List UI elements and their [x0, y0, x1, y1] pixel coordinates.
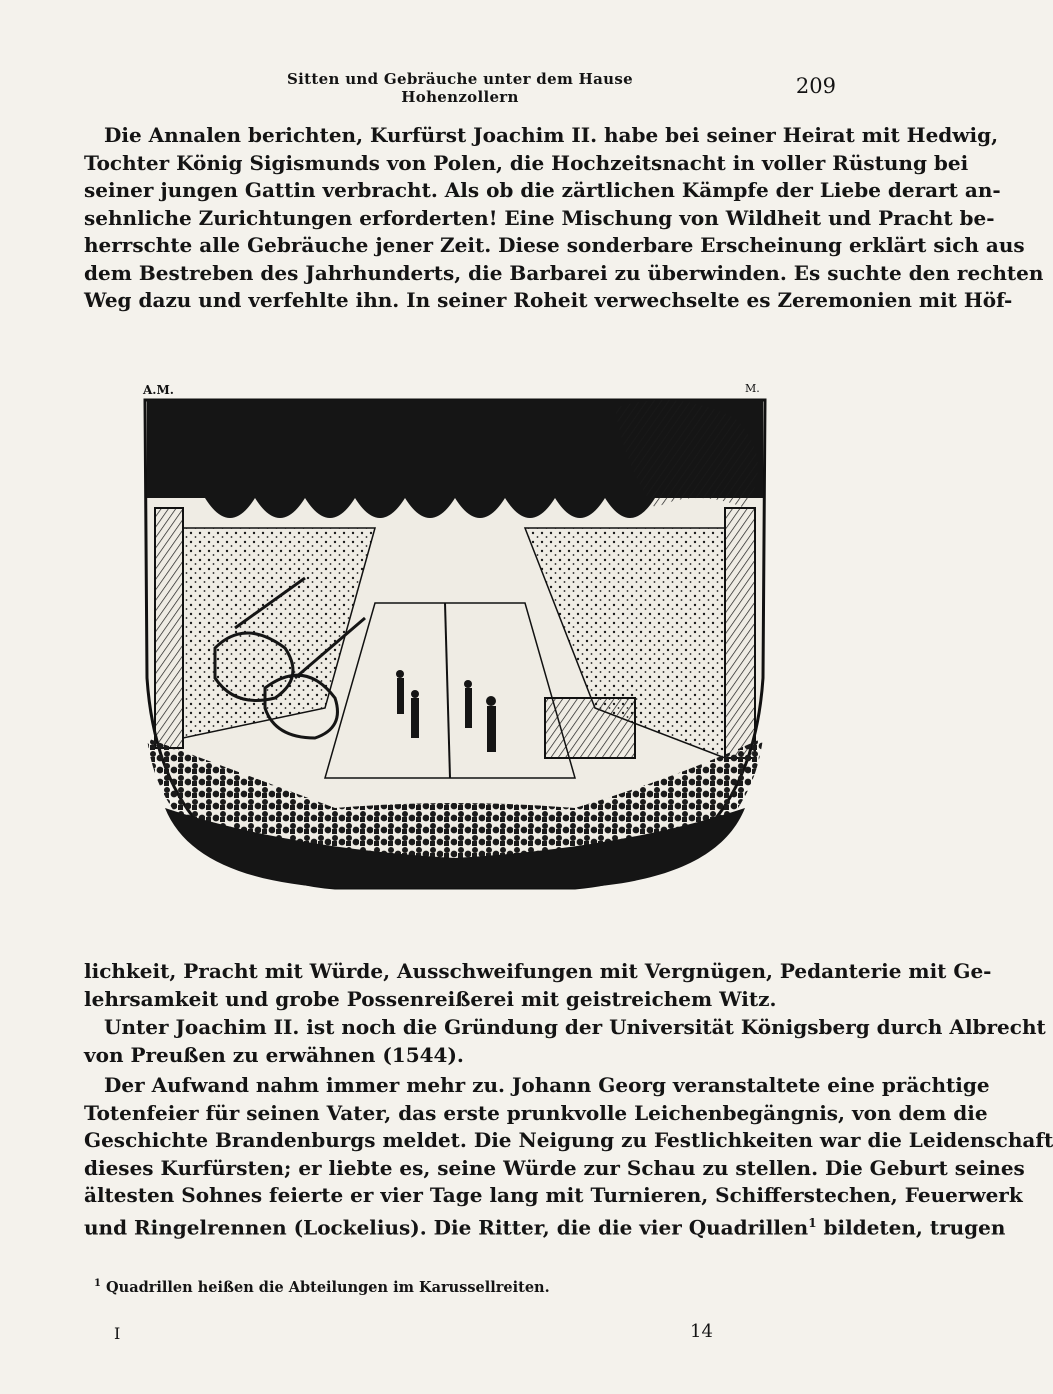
text-line-with-footnote: [84, 1210, 1006, 1240]
text-line: Der Aufwand nahm immer mehr zu. Johann Georg veranstaltete eine prächtige: [104, 1073, 990, 1097]
tournament-illustration: [135, 378, 775, 903]
text-line: Geschichte Brandenburgs meldet. Die Neigung zu Festlichkeiten war die Leidenschaft: [84, 1128, 1053, 1152]
text-line: Weg dazu und verfehlte ihn. In seiner Roheit verwechselte es Zeremonien mit Höf-: [84, 288, 1013, 312]
sheet-number: 14: [690, 1321, 713, 1342]
text-line: von Preußen zu erwähnen (1544).: [84, 1042, 464, 1067]
text-line: lichkeit, Pracht mit Würde, Ausschweifungen mit Vergnügen, Pedanterie mit Ge-: [84, 959, 992, 983]
text-line: lehrsamkeit und grobe Possenreißerei mit geistreichem Witz.: [84, 986, 777, 1011]
text-line: herrschte alle Gebräuche jener Zeit. Diese sonderbare Erscheinung erklärt sich aus: [84, 233, 1025, 257]
paragraph-3: [84, 1014, 1046, 1069]
illustration-signature-right: M.: [745, 382, 760, 395]
text-line: sehnliche Zurichtungen erforderten! Eine Mischung von Wildheit und Pracht be-: [84, 205, 995, 230]
text-line: Totenfeier für seinen Vater, das erste prunkvolle Leichenbegängnis, von dem die: [84, 1100, 988, 1125]
text-line: Unter Joachim II. ist noch die Gründung der Universität Königsberg durch Albrecht: [104, 1015, 1046, 1039]
text-line: Tochter König Sigismunds von Polen, die Hochzeitsnacht in voller Rüstung bei: [84, 150, 969, 175]
signature-mark: I: [114, 1324, 121, 1343]
footnote-reference: 1: [808, 1215, 817, 1230]
paragraph-2: [84, 958, 992, 1013]
paragraph-1: [84, 122, 1044, 315]
text-line: seiner jungen Gattin verbracht. Als ob die zärtlichen Kämpfe der Liebe derart an-: [84, 178, 1001, 202]
text-line: ältesten Sohnes feierte er vier Tage lang mit Turnieren, Schifferstechen, Feuerwerk: [84, 1183, 1023, 1207]
page-number: 209: [795, 74, 836, 98]
illustration-signature-left: A.M.: [143, 383, 174, 397]
text-line: dieses Kurfürsten; er liebte es, seine Würde zur Schau zu stellen. Die Geburt seines: [84, 1155, 1025, 1180]
running-head: Sitten und Gebräuche unter dem Hause Hohenzollern: [287, 70, 633, 106]
text-line: Die Annalen berichten, Kurfürst Joachim II. habe bei seiner Heirat mit Hedwig,: [104, 123, 999, 147]
paragraph-4: [84, 1072, 1053, 1240]
text-line: dem Bestreben des Jahrhunderts, die Barbarei zu überwinden. Es suchte den rechten: [84, 260, 1044, 285]
text-fragment: und Ringelrennen (Lockelius). Die Ritter, die die vier Quadrillen: [84, 1215, 809, 1240]
footnote: [94, 1278, 814, 1296]
text-fragment: bildeten, trugen: [816, 1215, 1006, 1240]
footnote-text: Quadrillen heißen die Abteilungen im Karussellreiten.: [100, 1278, 550, 1296]
footnote-marker: 1: [94, 1278, 101, 1289]
